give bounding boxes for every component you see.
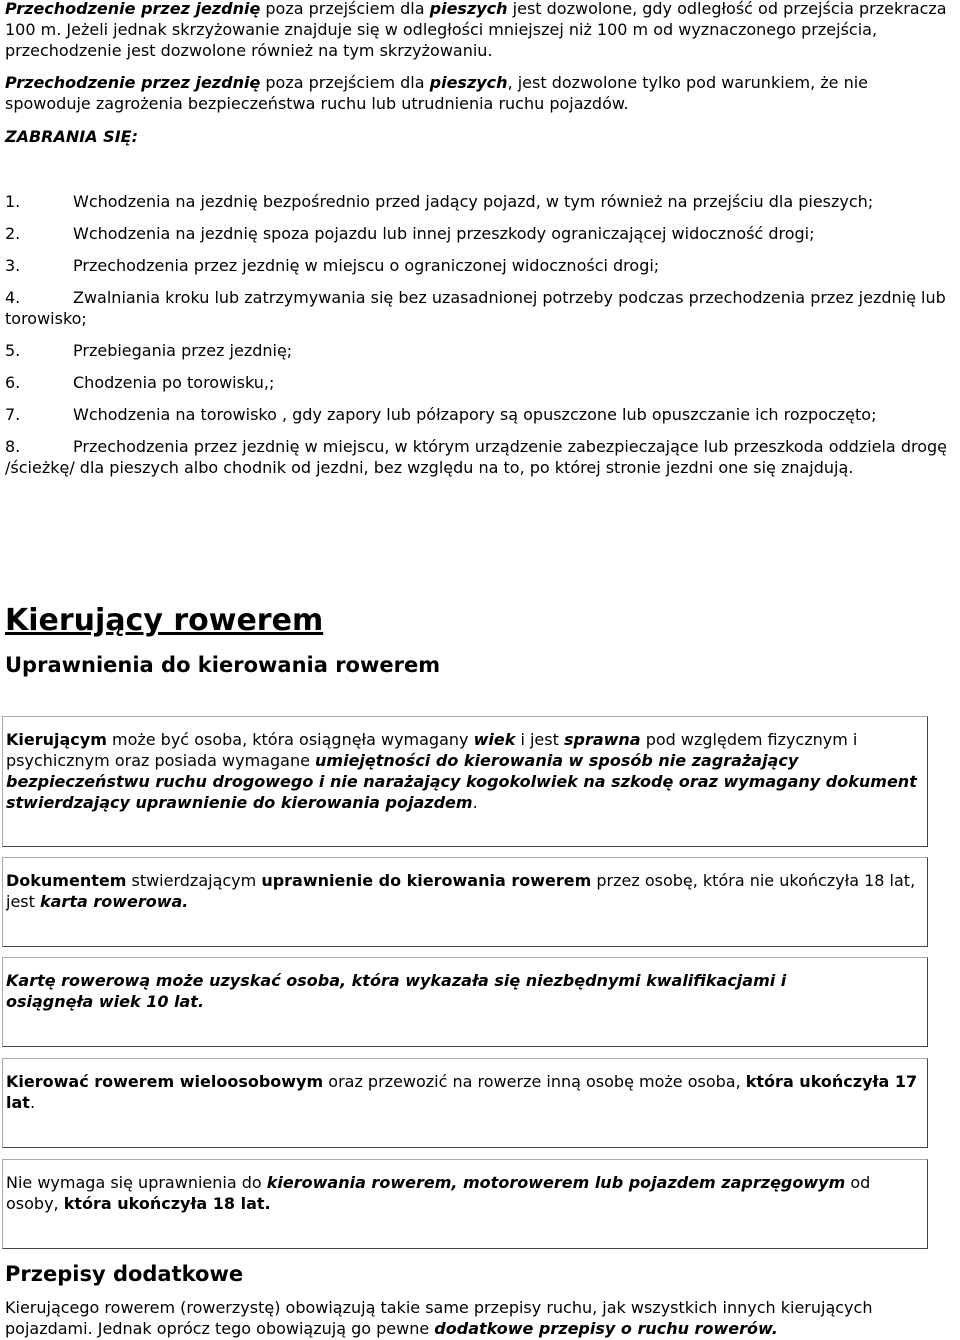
info-box-4-text xyxy=(3,1071,927,1113)
intro-p2-text-2: , jest dozwolone tylko pod warunkiem, że nie spowoduje zagrożenia bezpieczeństwa ruchu lub utrudnienia ruchu pojazdów. xyxy=(5,73,869,113)
box4-period: . xyxy=(29,1093,36,1112)
extra-paragraph xyxy=(5,1297,957,1339)
intro-p2-text-1: poza przejściem dla xyxy=(260,73,430,92)
box2-text-1: stwierdzającym xyxy=(126,871,262,890)
intro-p2-lead: Przechodzenie przez jezdnię xyxy=(5,73,261,92)
list-item xyxy=(5,340,957,361)
list-item-text: Przebiegania przez jezdnię; xyxy=(73,341,293,360)
box5-text-1: Nie wymaga się uprawnienia do xyxy=(6,1173,267,1192)
info-box-2 xyxy=(2,857,928,947)
zabrania-heading: ZABRANIA SIĘ: xyxy=(5,127,138,146)
list-item-number: 7. xyxy=(5,405,21,424)
intro-paragraph-1 xyxy=(5,0,957,61)
list-item xyxy=(5,223,957,244)
list-item-number: 2. xyxy=(5,224,21,243)
info-box-3 xyxy=(2,957,928,1047)
list-item xyxy=(5,287,957,329)
intro-p1-pieszych: pieszych xyxy=(429,0,508,18)
list-item-number: 8. xyxy=(5,437,21,456)
box5-vehicles: kierowania rowerem, motorowerem lub pojazdem zaprzęgowym xyxy=(266,1173,846,1192)
extra-text-2: dodatkowe przepisy o ruchu rowerów. xyxy=(434,1319,778,1338)
info-box-2-text xyxy=(3,870,927,912)
list-item-number: 3. xyxy=(5,256,21,275)
section-title: Kierujący rowerem xyxy=(5,603,324,638)
list-item-text: Wchodzenia na torowisko , gdy zapory lub półzapory są opuszczone lub opuszczanie ich rozpoczęto; xyxy=(73,405,877,424)
box5-text-2: od osoby, xyxy=(6,1173,871,1213)
info-box-3-text: Kartę rowerową może uzyskać osoba, która wykazała się niezbędnymi kwalifikacjami i osiągnęła wiek 10 lat. xyxy=(6,971,787,1011)
info-box-1-text xyxy=(3,729,927,813)
list-item-text: Przechodzenia przez jezdnię w miejscu, w którym urządzenie zabezpieczające lub przeszkoda oddziela drogę /ścieżkę/ dla pieszych albo chodnik od jezdni, bez względu na to, po której stronie jezdni one się znajdują. xyxy=(5,437,947,477)
box2-karta-rowerowa: karta rowerowa. xyxy=(39,892,189,911)
list-item xyxy=(5,191,957,212)
intro-p2-pieszych: pieszych xyxy=(429,73,508,92)
list-item-text: Wchodzenia na jezdnię bezpośrednio przed jadący pojazd, w tym również na przejściu dla pieszych; xyxy=(73,192,874,211)
list-item-number: 1. xyxy=(5,192,21,211)
box2-dokumentem: Dokumentem xyxy=(6,871,127,890)
box1-requirements: umiejętności do kierowania w sposób nie zagrażający bezpieczeństwu ruchu drogowego i nie narażający kogokolwiek na szkodę oraz wymagany dokument stwierdzający uprawnienie do kierowania pojazdem xyxy=(6,751,917,812)
info-box-5-text xyxy=(3,1172,927,1214)
list-item-text: Zwalniania kroku lub zatrzymywania się bez uzasadnionej potrzeby podczas przechodzenia przez jezdnię lub torowisko; xyxy=(5,288,946,328)
info-box-4 xyxy=(2,1058,928,1148)
list-item-number: 4. xyxy=(5,288,21,307)
intro-p1-lead: Przechodzenie przez jezdnię xyxy=(5,0,261,18)
extra-text-1: Kierującego rowerem (rowerzystę) obowiązują takie same przepisy ruchu, jak wszystkich innych kierujących pojazdami. Jednak oprócz tego obowiązują go pewne xyxy=(5,1298,873,1338)
box1-text-2: i jest xyxy=(515,730,564,749)
info-box-5 xyxy=(2,1159,928,1249)
extra-heading: Przepisy dodatkowe xyxy=(5,1262,244,1286)
box4-wieloosobowym: Kierować rowerem wieloosobowym xyxy=(6,1072,324,1091)
list-item-text: Przechodzenia przez jezdnię w miejscu o ograniczonej widoczności drogi; xyxy=(73,256,660,275)
box1-text-1: może być osoba, która osiągnęła wymagany xyxy=(106,730,474,749)
box1-kierujacym: Kierującym xyxy=(6,730,107,749)
prohibitions-list xyxy=(5,191,957,489)
box2-text-2: przez osobę, która nie ukończyła 18 lat, jest xyxy=(6,871,916,911)
box4-17-lat: która ukończyła 17 lat xyxy=(6,1072,918,1112)
box5-18-lat: która ukończyła 18 lat. xyxy=(63,1194,271,1213)
box2-uprawnienie: uprawnienie do kierowania rowerem xyxy=(261,871,592,890)
box1-text-3: pod względem fizycznym i psychicznym oraz posiada wymagane xyxy=(6,730,858,770)
list-item-number: 5. xyxy=(5,341,21,360)
list-item xyxy=(5,255,957,276)
box1-wiek: wiek xyxy=(473,730,516,749)
box4-text-1: oraz przewozić na rowerze inną osobę może osoba, xyxy=(323,1072,746,1091)
info-box-1 xyxy=(2,716,928,847)
intro-paragraph-2 xyxy=(5,72,957,114)
intro-p1-text-2: jest dozwolone, gdy odległość od przejścia przekracza 100 m. Jeżeli jednak skrzyżowanie znajduje się w odległości mniejszej niż 100 m od wyznaczonego przejścia, przechodzenie jest dozwolone również na tym skrzyżowaniu. xyxy=(5,0,947,60)
list-item-number: 6. xyxy=(5,373,21,392)
list-item xyxy=(5,436,957,478)
section-subtitle: Uprawnienia do kierowania rowerem xyxy=(5,653,441,677)
list-item-text: Wchodzenia na jezdnię spoza pojazdu lub innej przeszkody ograniczającej widoczność drogi; xyxy=(73,224,815,243)
box1-period: . xyxy=(472,793,478,812)
list-item xyxy=(5,372,957,393)
intro-p1-text-1: poza przejściem dla xyxy=(260,0,430,18)
list-item-text: Chodzenia po torowisku,; xyxy=(73,373,275,392)
list-item xyxy=(5,404,957,425)
box1-sprawna: sprawna xyxy=(563,730,641,749)
